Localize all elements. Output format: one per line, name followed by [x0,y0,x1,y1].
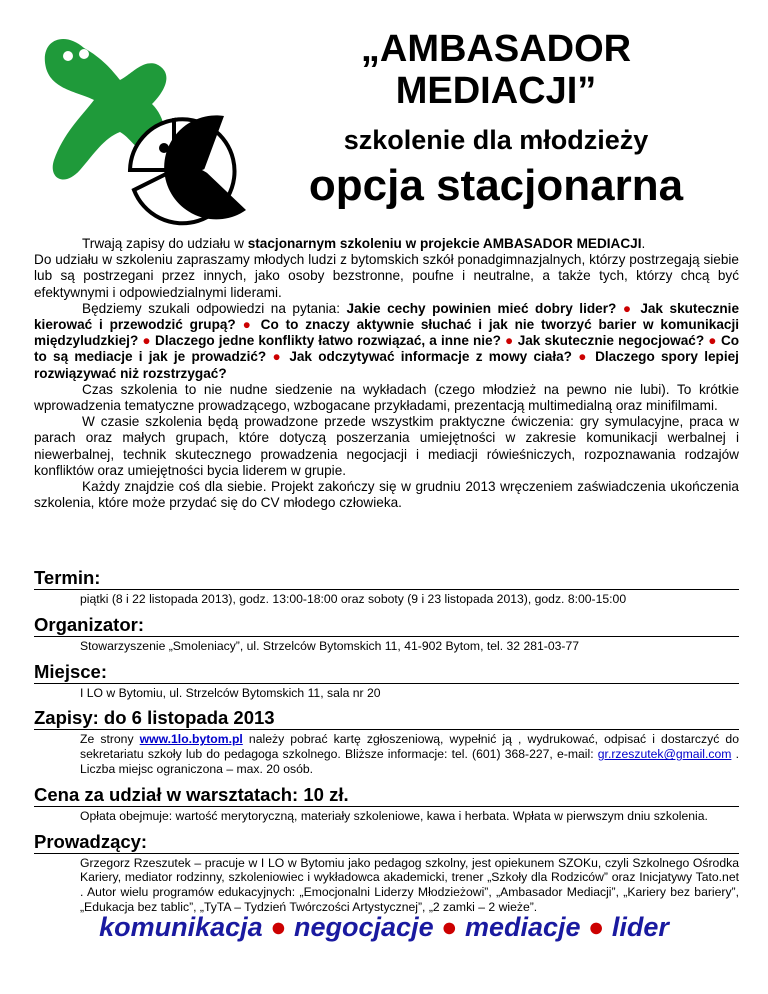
keyword: komunikacja [99,912,263,942]
separator-dot: ● [588,912,605,942]
title-line-2: MEDIACJI” [395,70,597,112]
option-title: opcja stacjonarna [308,161,684,210]
details-sections [34,566,739,921]
termin-heading: Termin: [34,566,739,590]
organizator-heading: Organizator: [34,613,739,637]
subtitle: szkolenie dla młodzieży [343,125,649,155]
keyword: lider [611,912,669,942]
mediation-logo [24,20,274,232]
email-link[interactable]: gr.rzeszutek@gmail.com [597,747,732,762]
intro-paragraph-1b: Do udziału w szkoleniu zapraszamy młodych ludzi z bytomskich szkół ponadgimnazjalnych, którzy postrzegają siebie lub są postrzegani przez innych, jako osoby bezstronne, poufne i neutralne, a także tych, którzy chcą być efektywnymi i odpowiedzialnymi liderami. [34,252,739,300]
miejsce-heading: Miejsce: [34,660,739,684]
separator-dot: ● [441,912,458,942]
intro-paragraph-1: Trwają zapisy do udziału w stacjonarnym szkoleniu w projekcie AMBASADOR MEDIACJI. [82,236,646,251]
footer-keywords [0,912,768,943]
cena-body: Opłata obejmuje: wartość merytoryczną, materiały szkoleniowe, kawa i herbata. Wpłata w pierwszym dniu szkolenia. [80,808,708,823]
separator-dot: ● [270,912,287,942]
intro-paragraph-5: Każdy znajdzie coś dla siebie. Projekt zakończy się w grudniu 2013 wręczeniem zaświadczenia ukończenia szkolenia, które może przydać się do CV młodego człowieka. [34,479,739,511]
website-link[interactable]: www.1lo.bytom.pl [139,732,243,747]
intro-text [34,236,739,511]
zapisy-body: Ze strony www.1lo.bytom.pl należy pobrać kartę zgłoszeniową, wypełnić ją , wydrukować, odpisać i dostarczyć do sekretariatu szkoły lub do pedagoga szkolnego. Bliższe informacje: tel. (601) 368-227, e-mail: gr.rzeszutek@gmail.com . Liczba miejsc ograniczona – max. 20 osób. [80,732,739,776]
keyword: mediacje [464,912,581,942]
intro-paragraph-3: Czas szkolenia to nie nudne siedzenie na wykładach (czego młodzież na pewno nie lubi). To krótkie wprowadzenia tematyczne prowadzącego, wzbogacane przykładami, prezentacją multimedialną oraz minifilmami. [34,381,739,414]
termin-body: piątki (8 i 22 listopada 2013), godz. 13:00-18:00 oraz soboty (9 i 23 listopada 2013), godz. 8:00-15:00 [80,592,627,606]
organizator-body: Stowarzyszenie „Smoleniacy”, ul. Strzelców Bytomskich 11, 41-902 Bytom, tel. 32 281-03-77 [80,638,580,653]
questions-paragraph: Będziemy szukali odpowiedzi na pytania: Jakie cechy powinien mieć dobry lider? ● Jak skutecznie kierować i przewodzić grupą? ● Co to znaczy aktywnie słuchać i jak nie tworzyć barier w komunikacji międzyludzkiej? ● Dlaczego jedne konflikty łatwo rozwiązać, a inne nie? ● Jak skutecznie negocjować? ● Co to są mediacje i jak je prowadzić? ● Jak odczytywać informacje z mowy ciała? ● Dlaczego spory lepiej rozwiązywać niż rozstrzygać? [34,300,740,381]
cena-heading: Cena za udział w warsztatach: 10 zł. [34,783,739,807]
title-line-1: „AMBASADOR [360,28,632,70]
keyword: negocjacje [294,912,434,942]
prowadzacy-body: Grzegorz Rzeszutek – pracuje w I LO w Bytomiu jako pedagog szkolny, jest opiekunem SZOKu, czyli Szkolnego Ośrodka Kariery, mediator rodzinny, szkoleniowiec i wykładowca akademicki, trener „Szkoły dla Rodziców” oraz Inicjatywy Tato.net . Autor wielu programów edukacyjnych: „Emocjonalni Liderzy Młodzieżowi”, „Ambasador Mediacji”, „Kariery bez bariery”, „Edukacja bez tablic”, „TyTA – Tydzień Twórczości Artystycznej”, „2 zamki – 2 wieże”. [80,855,739,914]
intro-paragraph-4: W czasie szkolenia będą prowadzone przede wszystkim praktyczne ćwiczenia: gry symulacyjne, praca w parach oraz małych grupach, które dotyczą poszerzania umiejętności w zakresie komunikacji werbalnej i niewerbalnej, technik skutecznego prowadzenia negocjacji i mediacji rówieśniczych, rozpoznawania rodzajów konfliktów oraz umiejętności bycia liderem w grupie. [34,414,739,478]
zapisy-heading: Zapisy: do 6 listopada 2013 [34,706,739,730]
miejsce-body: I LO w Bytomiu, ul. Strzelców Bytomskich 11, sala nr 20 [80,685,381,700]
prowadzacy-heading: Prowadzący: [34,830,739,854]
title-block [286,28,706,212]
